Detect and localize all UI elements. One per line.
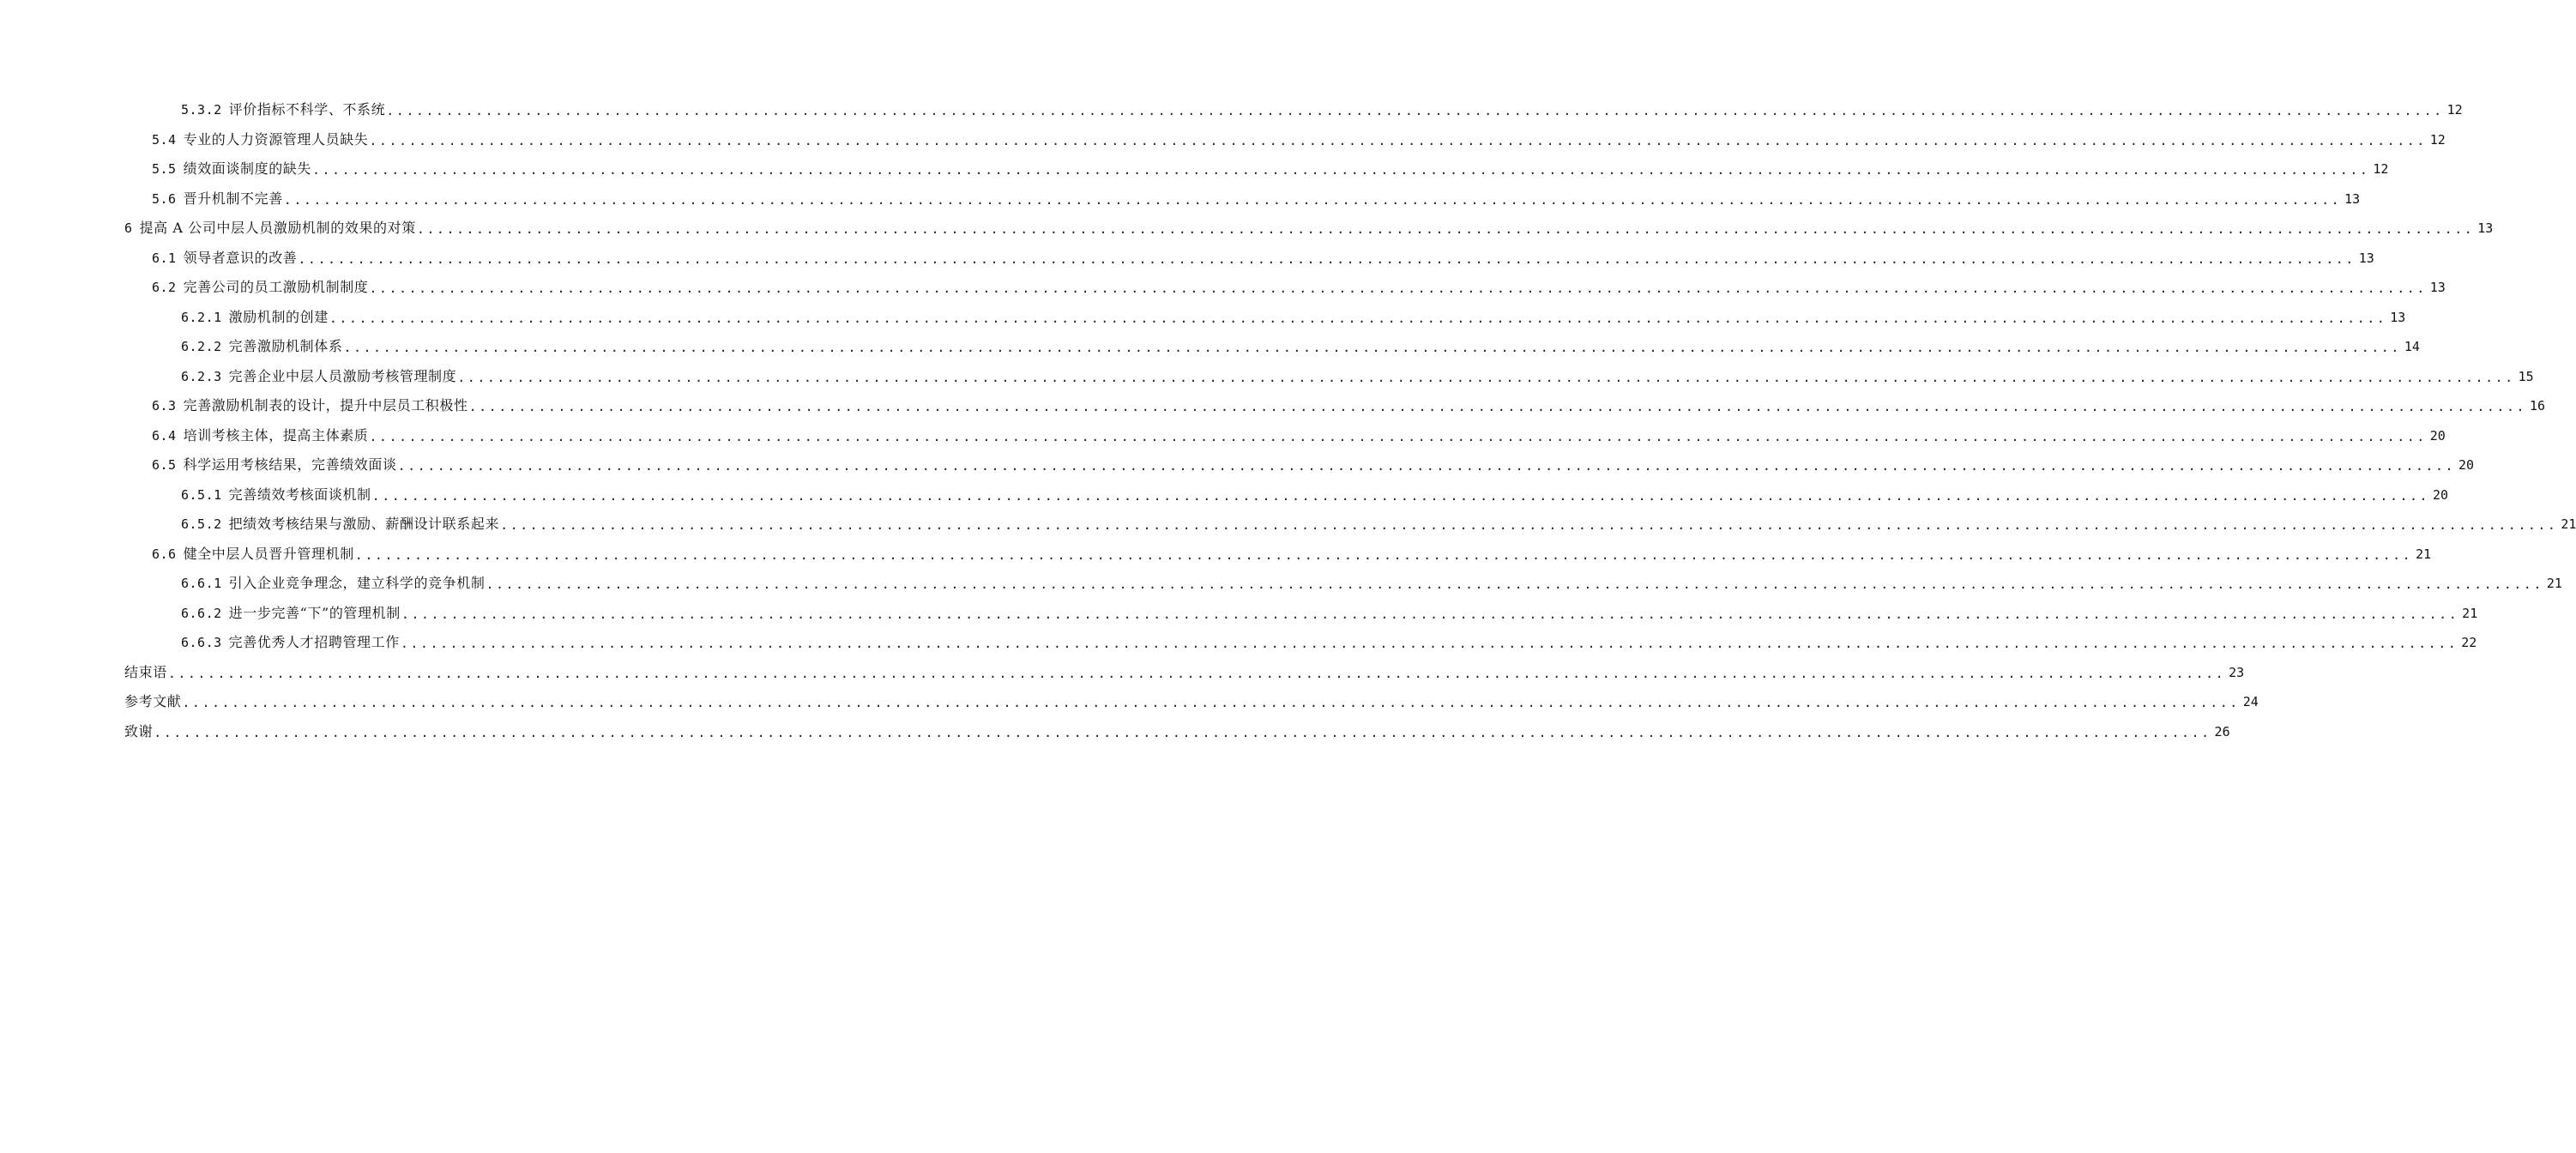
toc-dot-leader: ................................................................................................................................................................................................................: [329, 310, 2387, 326]
toc-entry-title: 科学运用考核结果，完善绩效面谈: [183, 456, 397, 474]
toc-page-number: 12: [2429, 131, 2446, 148]
toc-page-number: 26: [2214, 723, 2230, 739]
toc-entry-6-5-2[interactable]: [124, 510, 2576, 540]
toc-entry-6-5-1[interactable]: [124, 480, 2449, 510]
toc-entry-title: 健全中层人员晋升管理机制: [183, 545, 354, 562]
toc-entry-5-6[interactable]: [124, 184, 2361, 214]
toc-page-number: 23: [2229, 664, 2245, 680]
toc-entry-title: 完善绩效考核面谈机制: [228, 486, 371, 503]
toc-entry-5-4[interactable]: [124, 125, 2446, 155]
toc-entry-title: 提高 A 公司中层人员激励机制的效果的对策: [139, 220, 416, 237]
toc-entry-number: 6.2.2: [181, 339, 222, 355]
toc-entry-number: 5.5: [152, 161, 177, 178]
toc-entry-number: 5.4: [152, 131, 177, 148]
toc-entry-title: 进一步完善“下”的管理机制: [228, 604, 401, 621]
toc-page-number: 20: [2458, 457, 2475, 474]
toc-page-number: 21: [2416, 546, 2432, 562]
toc-entry-number: 6.5.1: [181, 486, 222, 503]
toc-page-number: 12: [2373, 161, 2389, 178]
toc-entry-6[interactable]: [124, 214, 2494, 244]
toc-entry-number: 6.5: [152, 457, 177, 474]
toc-entry-title: 绩效面谈制度的缺失: [183, 160, 311, 178]
toc-entry-6-6[interactable]: [124, 540, 2432, 570]
toc-entry-6-1[interactable]: [124, 244, 2374, 274]
toc-page-number: 13: [2477, 220, 2494, 237]
toc-dot-leader: ................................................................................................................................................................................................................: [457, 369, 2515, 385]
toc-entry-title: 领导者意识的改善: [183, 249, 298, 266]
toc-entry-number: 5.6: [152, 190, 177, 207]
toc-page-number: 24: [2242, 694, 2259, 710]
toc-entry-title: 把绩效考核结果与激励、薪酬设计联系起来: [228, 516, 500, 533]
toc-entry-6-2[interactable]: [124, 273, 2446, 303]
toc-entry-6-2-1[interactable]: [124, 303, 2406, 333]
toc-dot-leader: ................................................................................................................................................................................................................: [369, 428, 2427, 444]
toc-dot-leader: ................................................................................................................................................................................................................: [298, 251, 2356, 267]
toc-page-number: 12: [2446, 102, 2463, 118]
toc-dot-leader: ................................................................................................................................................................................................................: [283, 191, 2342, 208]
toc-entry-title: 引入企业竞争理念，建立科学的竞争机制: [228, 575, 486, 592]
toc-entry-title: 完善激励机制表的设计，提升中层员工积极性: [183, 397, 468, 414]
toc-dot-leader: ................................................................................................................................................................................................................: [397, 458, 2456, 474]
toc-dot-leader: ................................................................................................................................................................................................................: [371, 487, 2430, 504]
toc-entry-6-4[interactable]: [124, 421, 2446, 451]
toc-dot-leader: ................................................................................................................................................................................................................: [468, 399, 2527, 415]
toc-dot-leader: ................................................................................................................................................................................................................: [400, 636, 2458, 652]
toc-entry-6-6-1[interactable]: [124, 569, 2562, 599]
toc-entry-title: 完善优秀人才招聘管理工作: [228, 634, 400, 651]
toc-dot-leader: ................................................................................................................................................................................................................: [154, 724, 2211, 740]
toc-entry-title: 致谢: [124, 722, 154, 739]
toc-page-number: 20: [2429, 427, 2446, 444]
toc-dot-leader: ................................................................................................................................................................................................................: [369, 132, 2427, 148]
toc-dot-leader: ................................................................................................................................................................................................................: [354, 546, 2413, 563]
toc-dot-leader: ................................................................................................................................................................................................................: [182, 695, 2240, 711]
toc-entry-6-2-2[interactable]: [124, 332, 2420, 362]
toc-page-number: 21: [2462, 605, 2478, 621]
toc-dot-leader: ................................................................................................................................................................................................................: [343, 340, 2401, 356]
toc-entry-title: 参考文献: [124, 693, 182, 710]
toc-entry-title: 激励机制的创建: [228, 308, 329, 325]
toc-entry-number: 6.2: [152, 280, 177, 296]
toc-entry-number: 5.3.2: [181, 102, 222, 118]
toc-page-number: 13: [2429, 280, 2446, 296]
toc-entry-title: 完善企业中层人员激励考核管理制度: [228, 367, 457, 384]
toc-page-number: 21: [2546, 576, 2562, 592]
toc-page-number: 14: [2404, 339, 2420, 355]
toc-entry-title: 专业的人力资源管理人员缺失: [183, 130, 369, 148]
toc-dot-leader: ................................................................................................................................................................................................................: [401, 606, 2459, 622]
toc-entry-number: 6.1: [152, 250, 177, 266]
toc-entry-number: 6.2.1: [181, 309, 222, 325]
toc-entry-title: 结束语: [124, 663, 167, 680]
toc-entry-6-3[interactable]: [124, 391, 2546, 421]
toc-page-number: 13: [2344, 190, 2361, 207]
toc-entry-number: 6.2.3: [181, 368, 222, 384]
toc-page-number: 16: [2529, 398, 2546, 414]
toc-page-number: 15: [2518, 368, 2534, 384]
toc-entry-6-5[interactable]: [124, 450, 2475, 480]
toc-entry-number: 6.6.3: [181, 635, 222, 651]
toc-entry-number: 6.3: [152, 398, 177, 414]
toc-page-number: 21: [2561, 516, 2576, 533]
toc-entry-title: 培训考核主体，提高主体素质: [183, 426, 369, 444]
toc-entry-title: 评价指标不科学、不系统: [228, 101, 386, 118]
toc-dot-leader: ................................................................................................................................................................................................................: [386, 103, 2444, 119]
toc-entry-number: 6.6: [152, 546, 177, 562]
toc-dot-leader: ................................................................................................................................................................................................................: [369, 281, 2427, 297]
toc-dot-leader: ................................................................................................................................................................................................................: [500, 517, 2558, 534]
toc-entry-conclusion[interactable]: [124, 658, 2245, 688]
toc-entry-title: 完善激励机制体系: [228, 338, 343, 355]
toc-page-number: 13: [2390, 309, 2406, 325]
toc-entry-acknowledgements[interactable]: [124, 717, 2230, 747]
toc-dot-leader: ................................................................................................................................................................................................................: [416, 221, 2475, 238]
toc-entry-title: 完善公司的员工激励机制制度: [183, 279, 369, 296]
toc-dot-leader: ................................................................................................................................................................................................................: [486, 576, 2543, 593]
table-of-contents: [124, 95, 2576, 746]
toc-entry-5-3-2[interactable]: [124, 95, 2463, 125]
toc-entry-6-6-3[interactable]: [124, 628, 2477, 658]
toc-entry-number: 6.4: [152, 427, 177, 444]
toc-entry-title: 晋升机制不完善: [183, 190, 283, 207]
toc-entry-number: 6: [124, 220, 133, 237]
toc-entry-6-6-2[interactable]: [124, 599, 2478, 629]
toc-entry-5-5[interactable]: [124, 154, 2389, 184]
toc-entry-number: 6.5.2: [181, 516, 222, 533]
toc-entry-6-2-3[interactable]: [124, 362, 2534, 392]
toc-entry-number: 6.6.2: [181, 605, 222, 621]
toc-page-number: 20: [2433, 486, 2449, 503]
toc-page-number: 22: [2461, 635, 2477, 651]
toc-page-number: 13: [2358, 250, 2374, 266]
toc-dot-leader: ................................................................................................................................................................................................................: [167, 665, 2226, 681]
toc-dot-leader: ................................................................................................................................................................................................................: [312, 162, 2370, 178]
toc-entry-references[interactable]: [124, 687, 2259, 717]
toc-entry-number: 6.6.1: [181, 576, 222, 592]
